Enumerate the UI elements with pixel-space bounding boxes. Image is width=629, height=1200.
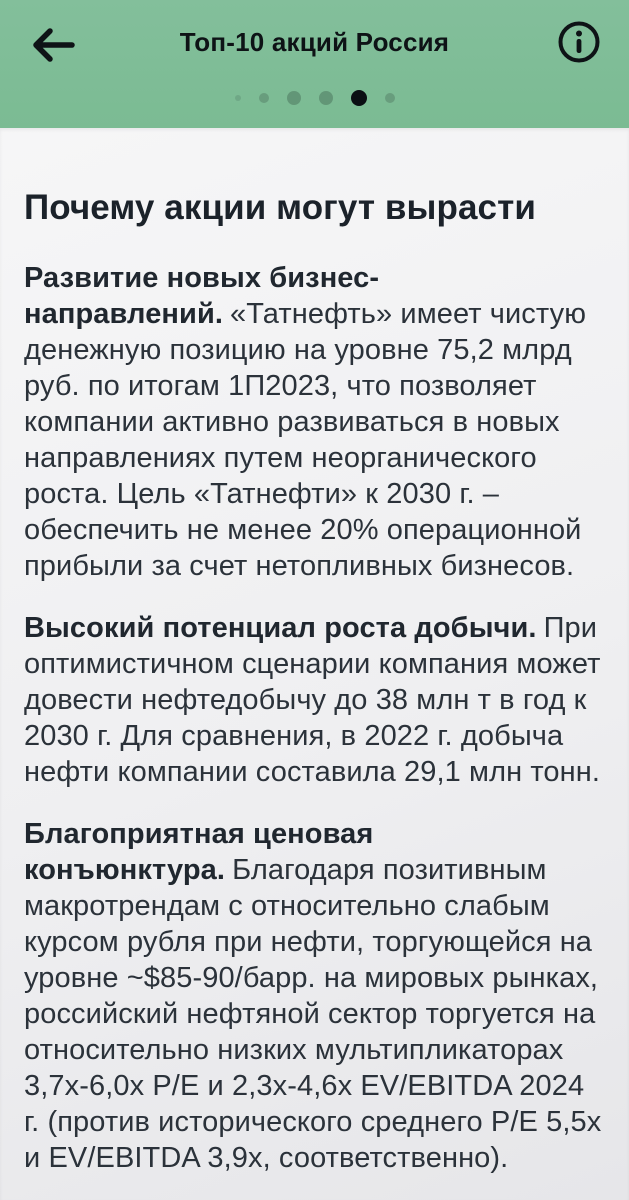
page-dot-active[interactable] — [351, 90, 367, 106]
article-card — [0, 128, 629, 1200]
page-dot[interactable] — [319, 91, 333, 105]
paragraph-lead: Развитие новых бизнес-направлений. — [24, 262, 380, 330]
page-dot[interactable] — [385, 93, 395, 103]
pagination-dots — [0, 90, 629, 106]
paragraph-price-conjuncture — [24, 816, 607, 1176]
info-button[interactable] — [553, 17, 605, 67]
paragraph-lead: Благоприятная ценовая конъюнктура. — [24, 818, 374, 886]
paragraph-production-growth — [24, 610, 607, 790]
paragraph-text: Благодаря позитивным макротрендам с относительно слабым курсом рубля при нефти, торгующейся на уровне ~$85-90/барр. на мировых рынках, российский нефтяной сектор торгуется на относительно низких мультипликаторах 3,7x-6,0x P/E и 2,3x-4,6x EV/EBITDA 2024 г. (против исторического среднего P/E 5,5x и EV/EBITDA 3,9x, соответственно). — [24, 854, 602, 1174]
article-heading: Почему акции могут вырасти — [24, 188, 536, 227]
paragraph-new-business — [24, 260, 607, 584]
page-dot[interactable] — [259, 93, 269, 103]
paragraph-text: «Татнефть» имеет чистую денежную позицию на уровне 75,2 млрд руб. по итогам 1П2023, что позволяет компании активно развиваться в новых направлениях путем неорганического роста. Цель «Татнефти» к 2030 г. – обеспечить не менее 20% операционной прибыли за счет нетопливных бизнесов. — [24, 298, 587, 582]
page-dot[interactable] — [235, 95, 241, 101]
paragraph-text: При оптимистичном сценарии компания может довести нефтедобычу до 38 млн т в год к 2030 г. Для сравнения, в 2022 г. добыча нефти компании составила 29,1 млн тонн. — [24, 612, 601, 788]
info-circle-icon — [556, 19, 602, 65]
app-header — [0, 0, 629, 128]
page-dot[interactable] — [287, 91, 301, 105]
page-title: Топ-10 акций Россия — [179, 27, 450, 57]
paragraph-lead: Высокий потенциал роста добычи. — [24, 612, 537, 644]
